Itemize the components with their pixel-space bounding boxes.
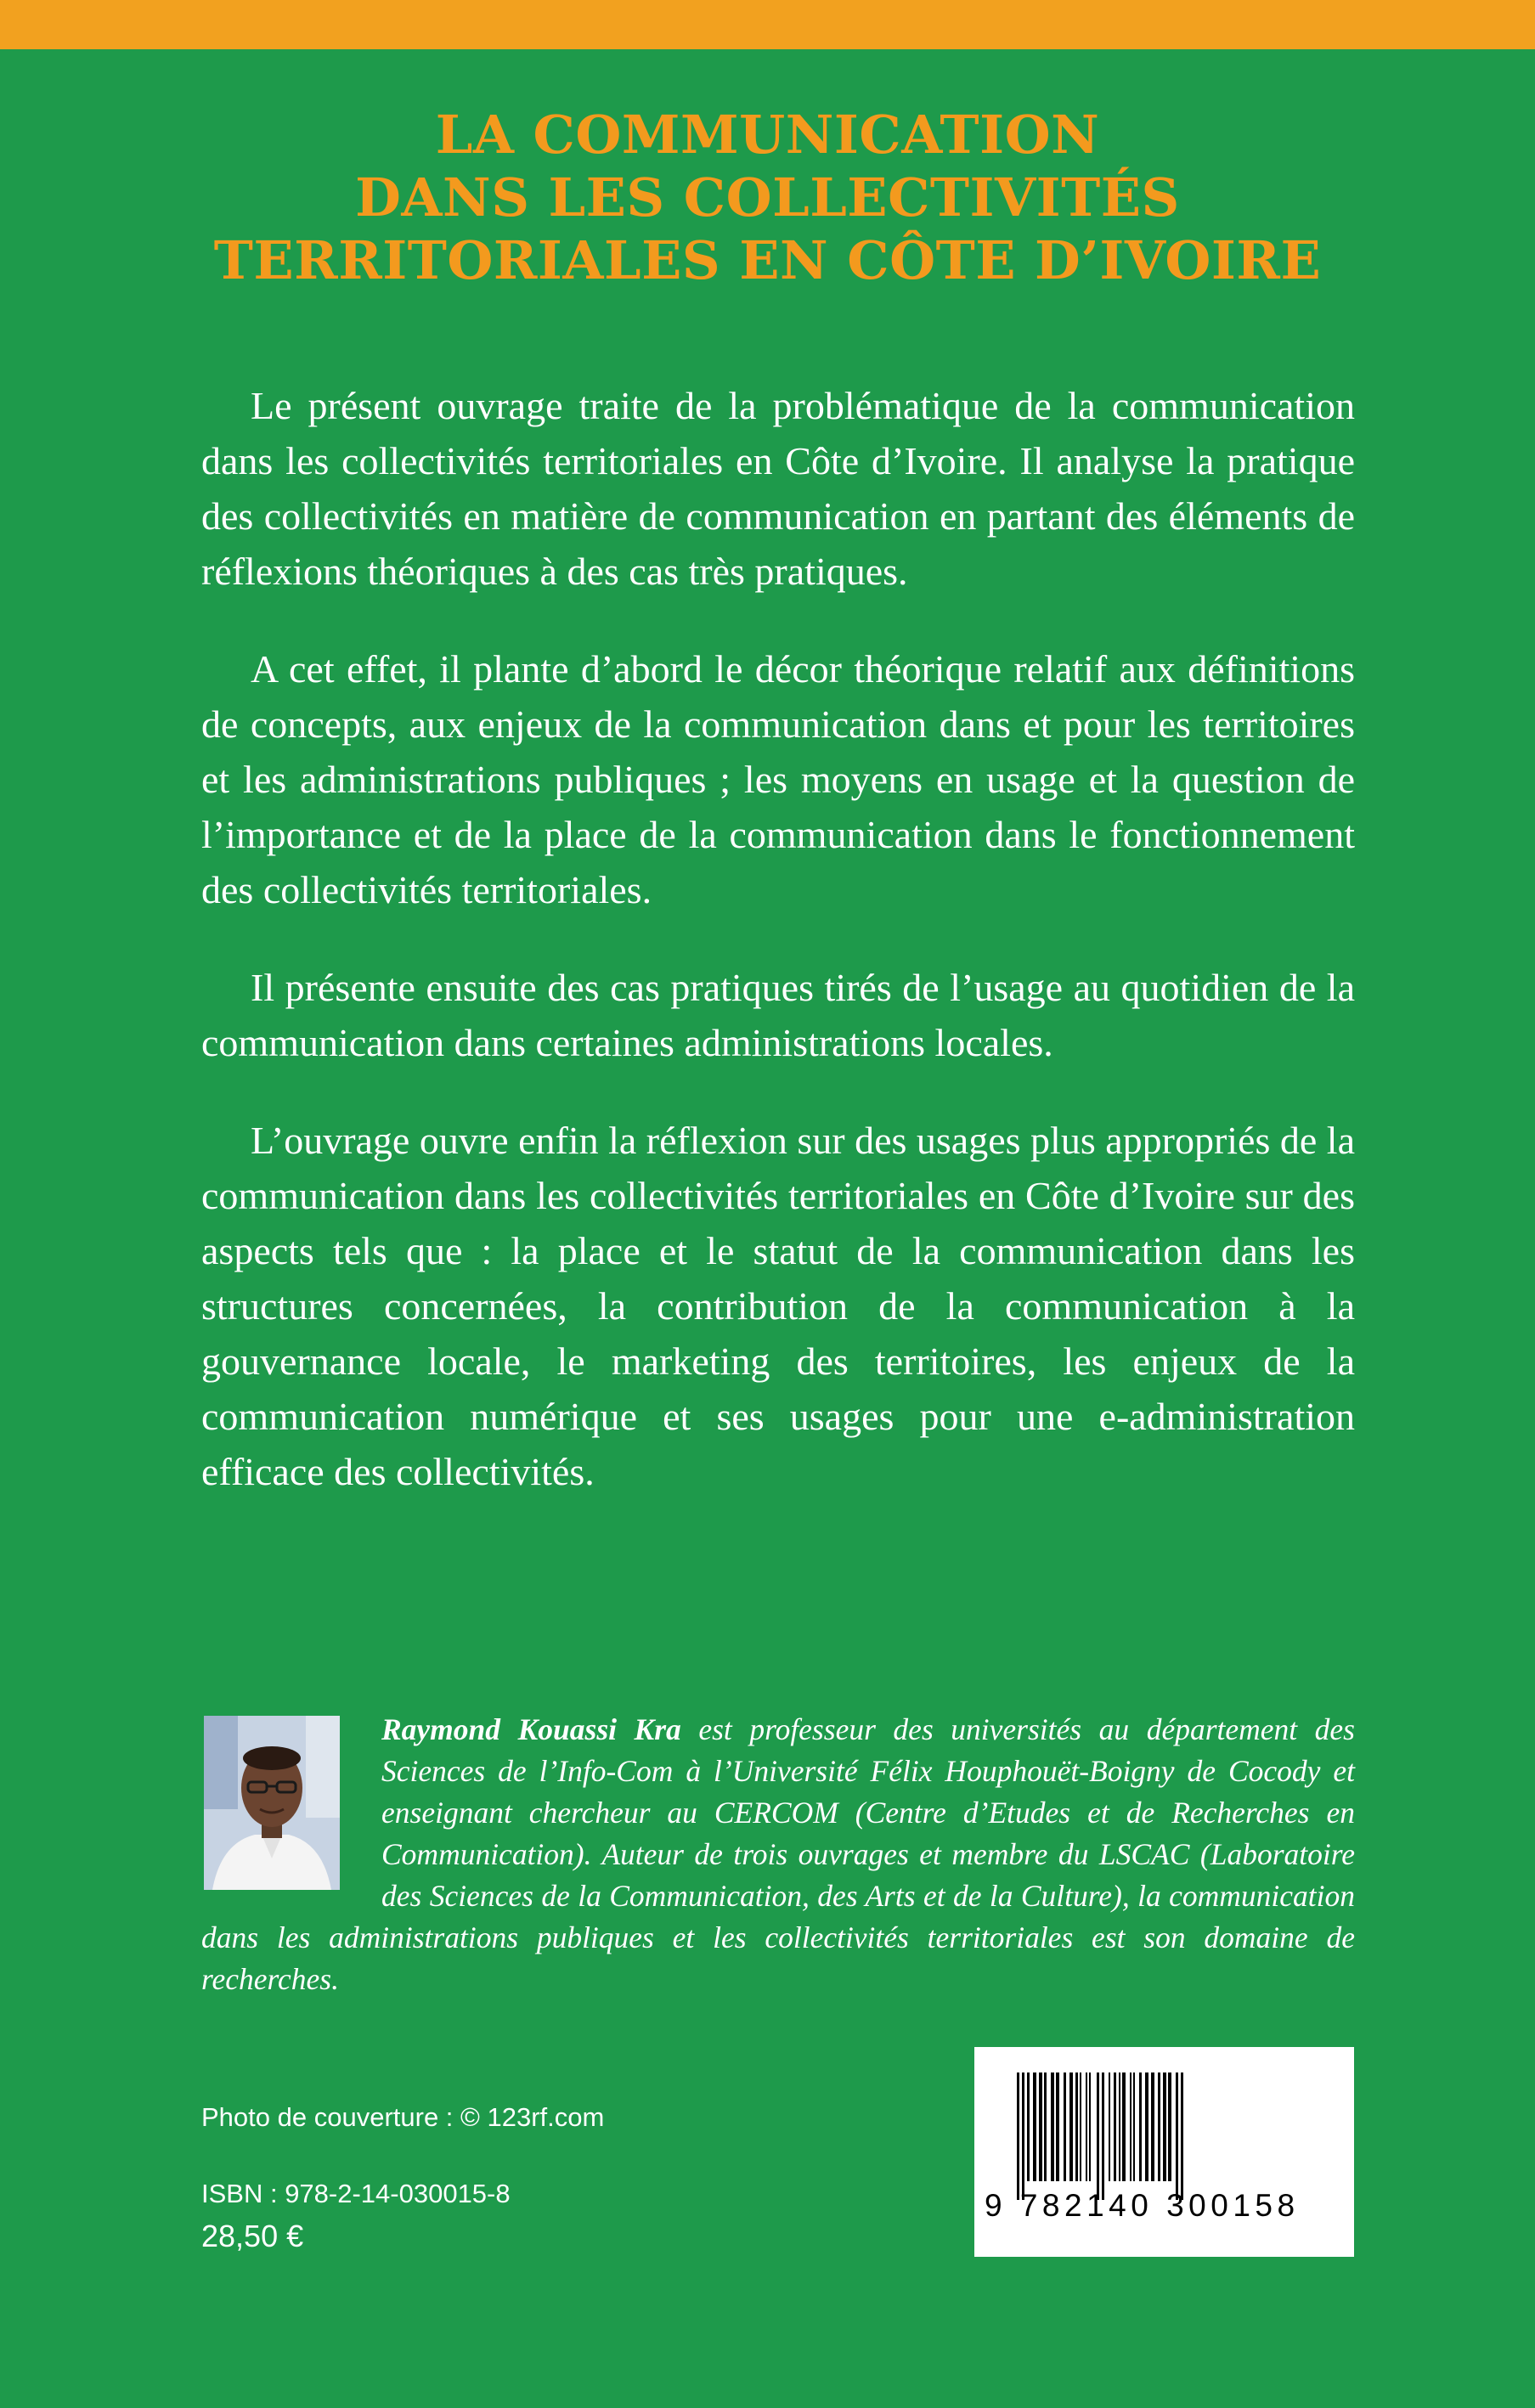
barcode-bar bbox=[1102, 2072, 1104, 2200]
barcode-bar bbox=[1022, 2072, 1024, 2200]
summary-paragraph-1: Le présent ouvrage traite de la problématique de la communication dans les collectivités territoriales en Côte d’Ivoire. Il analyse la pratique des collectivités en matière de communication en partant des éléments de réflexions théoriques à des cas très pratiques. bbox=[201, 384, 1355, 593]
barcode-bar bbox=[1069, 2072, 1073, 2181]
summary-paragraph-4: L’ouvrage ouvre enfin la réflexion sur des usages plus appropriés de la communication dans les collectivités territoriales en Côte d’Ivoire sur des aspects tels que : la place et le statut de la communication dans les structures concernées, la contribution de la communication à la gouvernance locale, le marketing des territoires, les enjeux de la communication numérique et ses usages pour une e-administration efficace des collectivités. bbox=[201, 1119, 1355, 1493]
book-title bbox=[85, 104, 1450, 292]
barcode-bar bbox=[1086, 2072, 1087, 2181]
barcode-bar bbox=[1139, 2072, 1142, 2181]
author-bio bbox=[201, 1709, 1355, 2000]
barcode-bar bbox=[1109, 2072, 1110, 2181]
isbn: ISBN : 978-2-14-030015-8 bbox=[201, 2179, 511, 2208]
barcode-bar bbox=[1158, 2072, 1160, 2181]
barcode-bar bbox=[1075, 2072, 1078, 2181]
title-line-1: LA COMMUNICATION bbox=[435, 104, 1100, 166]
barcode-bar bbox=[1130, 2072, 1131, 2181]
barcode-bar bbox=[1089, 2072, 1091, 2181]
barcode-digits: 9 782140 300158 bbox=[985, 2188, 1300, 2223]
barcode-bar bbox=[1080, 2072, 1081, 2181]
barcode-bar bbox=[1064, 2072, 1066, 2181]
barcode bbox=[974, 2047, 1354, 2257]
summary-paragraph-2: A cet effet, il plante d’abord le décor théorique relatif aux définitions de concepts, aux enjeux de la communication dans et pour les territoires et les administrations publiques ; les moyens en usage et la question de l’importance et de la place de la communication dans le fonctionnement des collectivités territoriales. bbox=[201, 647, 1355, 911]
author-name: Raymond Kouassi Kra bbox=[381, 1712, 681, 1746]
barcode-bars bbox=[974, 2047, 1354, 2257]
barcode-bar bbox=[1051, 2072, 1054, 2181]
barcode-bar bbox=[1168, 2072, 1171, 2181]
barcode-bar bbox=[1176, 2072, 1178, 2200]
price: 28,50 € bbox=[201, 2219, 304, 2253]
barcode-bar bbox=[1039, 2072, 1042, 2181]
barcode-bar bbox=[1122, 2072, 1126, 2181]
barcode-bar bbox=[1145, 2072, 1148, 2181]
barcode-bar bbox=[1027, 2072, 1030, 2181]
summary-text bbox=[201, 378, 1355, 1542]
top-color-band bbox=[0, 0, 1535, 49]
barcode-bar bbox=[1163, 2072, 1166, 2181]
summary-paragraph-3: Il présente ensuite des cas pratiques tirés de l’usage au quotidien de la communication dans certaines administrations locales. bbox=[201, 966, 1355, 1064]
barcode-bar bbox=[1133, 2072, 1135, 2181]
title-line-2: DANS LES COLLECTIVITÉS bbox=[355, 166, 1180, 228]
barcode-bar bbox=[1119, 2072, 1120, 2181]
photo-credit: Photo de couverture : © 123rf.com bbox=[201, 2102, 605, 2132]
barcode-bar bbox=[1017, 2072, 1019, 2200]
barcode-bar bbox=[1056, 2072, 1059, 2181]
barcode-bar bbox=[1044, 2072, 1047, 2181]
barcode-bar bbox=[1151, 2072, 1154, 2181]
barcode-bar bbox=[1181, 2072, 1183, 2200]
barcode-bar bbox=[1114, 2072, 1116, 2181]
barcode-bar bbox=[1097, 2072, 1099, 2200]
title-line-3: TERRITORIALES EN CÔTE D’IVOIRE bbox=[213, 229, 1322, 291]
barcode-bar bbox=[1033, 2072, 1036, 2181]
author-bio-text: est professeur des universités au département des Sciences de l’Info-Com à l’Université Félix Houphouët-Boigny de Cocody et enseignant chercheur au CERCOM (Centre d’Etudes et de Recherches en Communication). Auteur de trois ouvrages et membre du LSCAC (Laboratoire des Sciences de la Communication, des Arts et de la Culture), la communication dans les administrations publiques et les collectivités territoriales est son domaine de recherches. bbox=[201, 1712, 1356, 1996]
